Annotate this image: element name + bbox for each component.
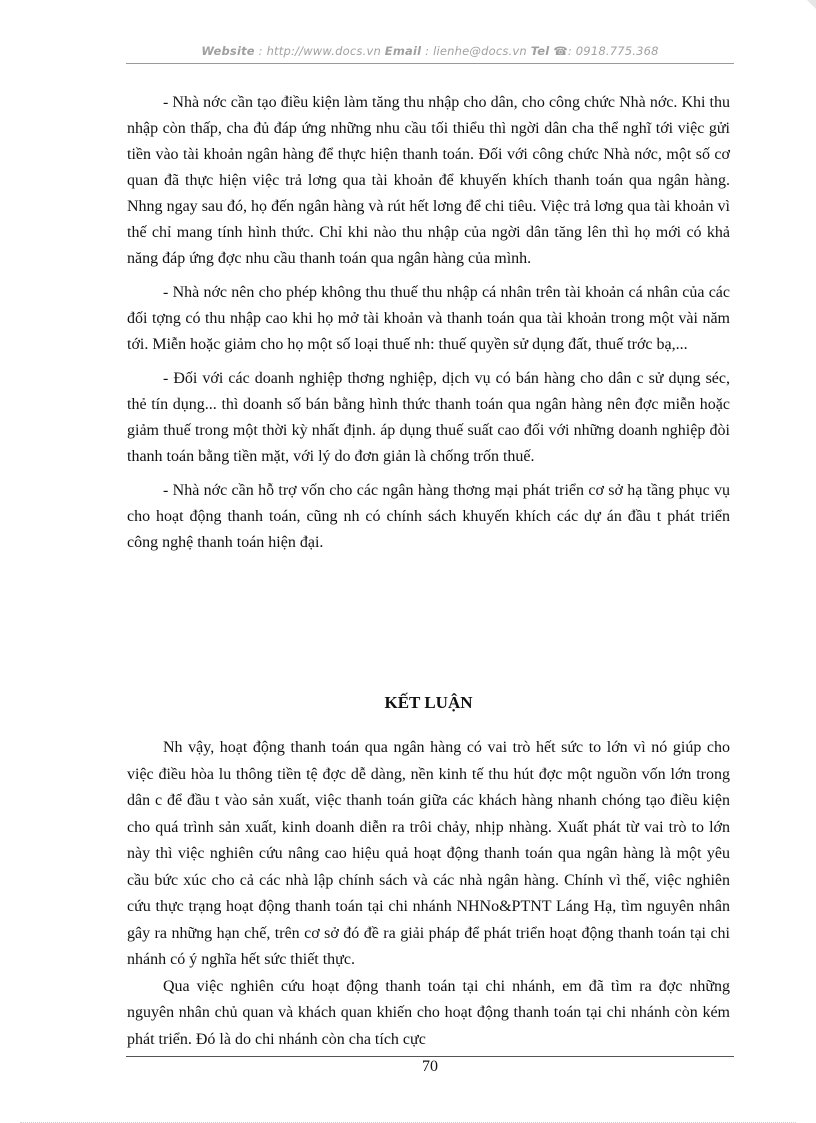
email-label: Email: [384, 44, 422, 58]
conclusion-paragraph: Nh vậy, hoạt động thanh toán qua ngân hàng có vai trò hết sức to lớn vì nó giúp cho việc điều hòa lu thông tiền tệ đợc dễ dàng, nền kinh tế thu hút đợc một nguồn vốn lớn trong dân c để đầu t vào sản xuất, việc thanh toán giữa các khách hàng nhanh chóng tạo điều kiện cho quá trình sản xuất, kinh doanh diễn ra trôi chảy, nhịp nhàng. Xuất phát từ vai trò to lớn này thì việc nghiên cứu nâng cao hiệu quả hoạt động thanh toán qua ngân hàng là một yêu cầu bức xúc cho cả các nhà lập chính sách và các nhà ngân hàng. Chính vì thế, việc nghiên cứu thực trạng hoạt động thanh toán tại chi nhánh NHNo&PTNT Láng Hạ, tìm nguyên nhân gây ra những hạn chế, trên cơ sở đó đề ra giải pháp để phát triển hoạt động thanh toán tại chi nhánh có ý nghĩa hết sức thiết thực.: [127, 739, 730, 968]
email-value: : lienhe@docs.vn: [425, 44, 527, 58]
website-label: Website: [201, 44, 255, 58]
conclusion-paragraph: Qua việc nghiên cứu hoạt động thanh toán tại chi nhánh, em đã tìm ra đợc những nguyên nhân chủ quan và khách quan khiến cho hoạt động thanh toán tại chi nhánh còn kém phát triển. Đó là do chi nhánh còn cha tích cực: [127, 977, 730, 1048]
page-corner-mark: [807, 0, 816, 9]
footer-divider: [126, 1056, 734, 1057]
tel-label: Tel: [530, 44, 550, 58]
website-value: : http://www.docs.vn: [258, 44, 381, 58]
section-heading: KẾT LUẬN: [384, 693, 473, 712]
conclusion-text: [127, 735, 730, 1053]
paragraph: - Đối với các doanh nghiệp thơng nghiệp, dịch vụ có bán hàng cho dân c sử dụng séc, thẻ tín dụng... thì doanh số bán bằng hình thức thanh toán qua ngân hàng nên đợc miễn hoặc giảm thuế trong một thời kỳ nhất định. áp dụng thuế suất cao đối với những doanh nghiệp đòi thanh toán bằng tiền mặt, với lý do đơn giản là chống trốn thuế.: [127, 370, 730, 465]
paragraph: - Nhà nớc cần tạo điều kiện làm tăng thu nhập cho dân, cho công chức Nhà nớc. Khi thu nhập còn thấp, cha đủ đáp ứng những nhu cầu tối thiểu thì ngời dân cha thể nghĩ tới việc gửi tiền vào tài khoản ngân hàng để thực hiện thanh toán. Đối với công chức Nhà nớc, một số cơ quan đã thực hiện việc trả lơng qua tài khoản để khuyến khích thanh toán qua ngân hàng. Nhng ngay sau đó, họ đến ngân hàng và rút hết lơng để chi tiêu. Việc trả lơng qua tài khoản vì thế chỉ mang tính hình thức. Chỉ khi nào thu nhập của ngời dân tăng lên thì họ mới có khả năng đáp ứng đợc nhu cầu thanh toán qua ngân hàng của mình.: [127, 94, 730, 267]
body-text: [127, 90, 730, 556]
page-number: 70: [422, 1058, 438, 1075]
page-header: [126, 44, 734, 58]
paragraph: - Nhà nớc nên cho phép không thu thuế thu nhập cá nhân trên tài khoản cá nhân của các đối tợng có thu nhập cao khi họ mở tài khoản và thanh toán qua tài khoản trong một vài năm tới. Miễn hoặc giảm cho họ một số loại thuế nh: thuế quyền sử dụng đất, thuế trớc bạ,...: [127, 284, 730, 353]
paragraph: - Nhà nớc cần hỗ trợ vốn cho các ngân hàng thơng mại phát triển cơ sở hạ tầng phục vụ cho hoạt động thanh toán, cũng nh có chính sách khuyến khích các dự án đầu t phát triển công nghệ thanh toán hiện đại.: [127, 482, 730, 551]
header-divider: [126, 63, 734, 64]
tel-value: ☎: 0918.775.368: [553, 44, 659, 58]
